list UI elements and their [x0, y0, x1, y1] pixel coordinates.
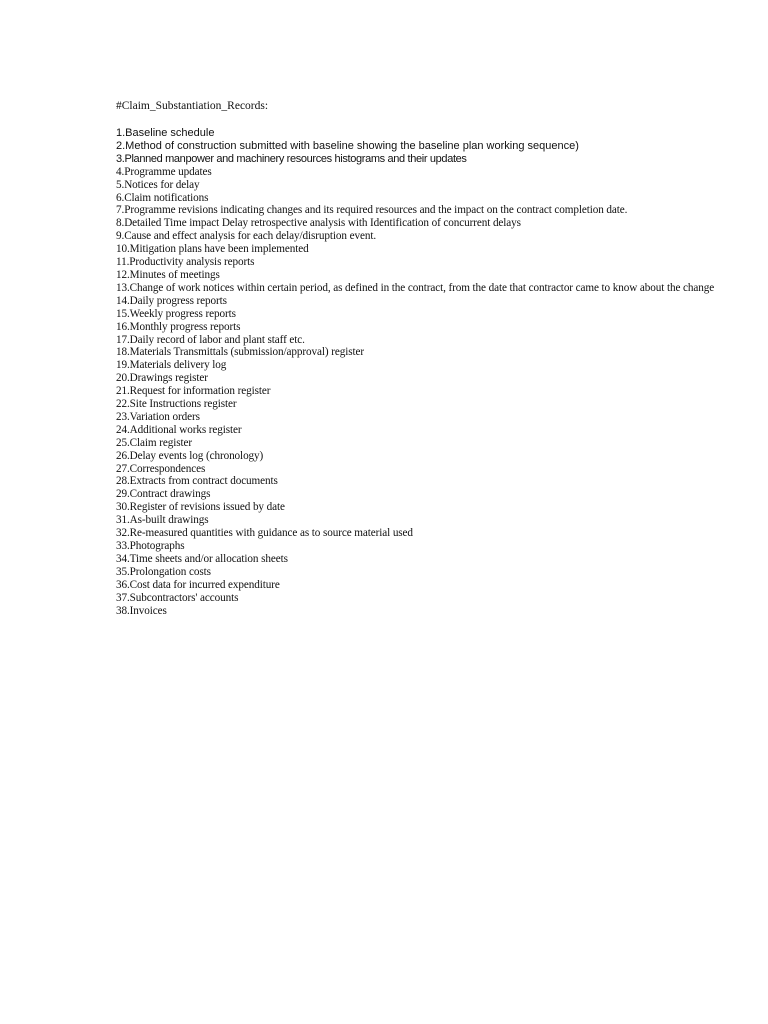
list-item: 2.Method of construction submitted with baseline showing the baseline plan working sequence) [116, 139, 579, 152]
list-item: 37.Subcontractors' accounts [116, 591, 239, 604]
list-item: 33.Photographs [116, 540, 185, 552]
list-item: 25.Claim register [116, 436, 192, 449]
list-item: 32.Re-measured quantities with guidance as to source material used [116, 527, 413, 540]
list-item: 4.Programme updates [116, 165, 212, 178]
list-item: 38.Invoices [116, 604, 167, 617]
list-item: 34.Time sheets and/or allocation sheets [116, 552, 288, 565]
document-heading: #Claim_Substantiation_Records: [116, 100, 269, 112]
list-item: 36.Cost data for incurred expenditure [116, 578, 280, 591]
list-item: 20.Drawings register [116, 372, 208, 385]
list-item: 13.Change of work notices within certain period, as defined in the contract, from the date that contractor came to know about the change [116, 281, 715, 294]
list-item: 28.Extracts from contract documents [116, 475, 278, 488]
list-item: 10.Mitigation plans have been implemented [116, 243, 309, 256]
list-item: 6.Claim notifications [116, 191, 209, 204]
list-item: 21.Request for information register [116, 385, 271, 398]
list-item: 35.Prolongation costs [116, 565, 211, 578]
list-item: 17.Daily record of labor and plant staff etc. [116, 333, 305, 346]
list-item: 22.Site Instructions register [116, 398, 237, 411]
list-item: 16.Monthly progress reports [116, 320, 241, 333]
list-item: 31.As-built drawings [116, 514, 209, 527]
document-body [116, 100, 736, 617]
list-item: 3.Planned manpower and machinery resources histograms and their updates [116, 152, 467, 165]
list-item: 8.Detailed Time impact Delay retrospective analysis with Identification of concurrent delays [116, 217, 521, 230]
list-item: 23.Variation orders [116, 410, 200, 423]
list-item: 18.Materials Transmittals (submission/approval) register [116, 346, 364, 359]
list-item: 19.Materials delivery log [116, 359, 227, 372]
list-item: 11.Productivity analysis reports [116, 256, 255, 269]
list-item: 7.Programme revisions indicating changes and its required resources and the impact on the contract completion date. [116, 204, 628, 217]
list-item: 12.Minutes of meetings [116, 268, 220, 281]
list-item: 24.Additional works register [116, 423, 242, 436]
list-item: 15.Weekly progress reports [116, 307, 236, 320]
list-item: 14.Daily progress reports [116, 294, 227, 307]
list-item: 26.Delay events log (chronology) [116, 449, 264, 462]
list-item: 29.Contract drawings [116, 488, 211, 501]
list-item: 9.Cause and effect analysis for each delay/disruption event. [116, 230, 377, 243]
list-item: 1.Baseline schedule [116, 127, 215, 139]
list-item: 27.Correspondences [116, 462, 206, 475]
list-item: 30.Register of revisions issued by date [116, 501, 285, 514]
records-list [116, 127, 736, 617]
list-item: 5.Notices for delay [116, 178, 200, 191]
